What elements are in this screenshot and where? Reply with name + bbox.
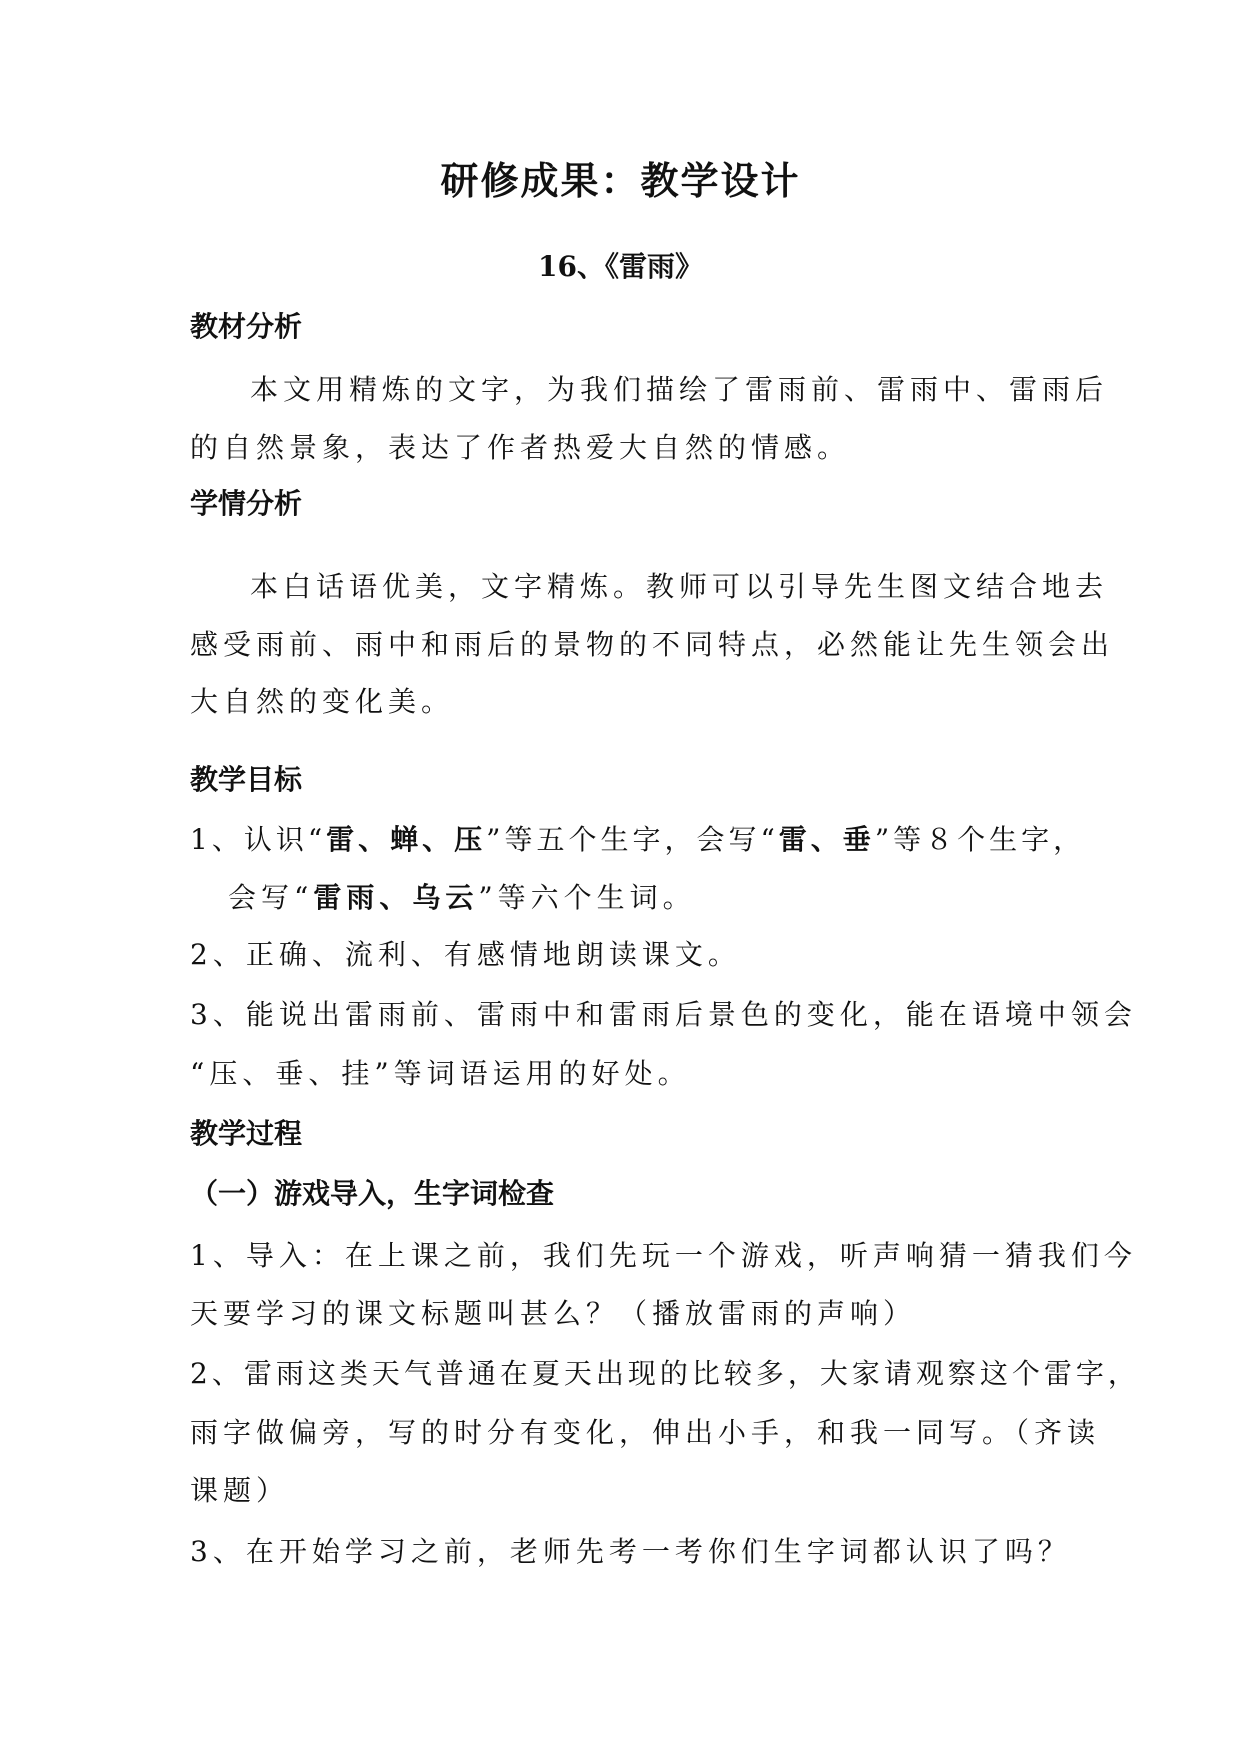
goal-2: 2、正确、流利、有感情地朗读课文。 bbox=[190, 938, 741, 971]
teaching-goals-heading: 教学目标 bbox=[190, 763, 303, 796]
goal-3-line-2: “压、垂、挂”等词语运用的好处。 bbox=[190, 1057, 691, 1090]
goal-1-mid: ”等五个生字，会写“ bbox=[486, 823, 779, 856]
student-line-3: 大自然的变化美。 bbox=[190, 685, 455, 718]
goal-1-bold-chars: 雷、蝉、压 bbox=[326, 823, 487, 856]
goal-3-line-1: 3、能说出雷雨前、雷雨中和雷雨后景色的变化，能在语境中领会 bbox=[190, 998, 1137, 1031]
process-line-1: 1、导入：在上课之前，我们先玩一个游戏，听声响猜一猜我们今 bbox=[190, 1239, 1137, 1272]
material-line-2: 的自然景象，表达了作者热爱大自然的情感。 bbox=[190, 431, 851, 464]
goal-1-line-2-prefix: 会写“ bbox=[228, 881, 314, 914]
student-line-2: 感受雨前、雨中和雨后的景物的不同特点，必然能让先生领会出 bbox=[190, 628, 1115, 661]
process-line-4: 雨字做偏旁，写的时分有变化，伸出小手，和我一同写。（齐读 bbox=[190, 1416, 1101, 1449]
goal-1-bold-words: 雷雨、乌云 bbox=[313, 881, 479, 914]
goal-1-line-2 bbox=[228, 876, 696, 916]
material-analysis-heading: 教材分析 bbox=[190, 310, 303, 343]
document-title: 研修成果：教学设计 bbox=[440, 159, 801, 203]
process-line-3: 2、雷雨这类天气普通在夏天出现的比较多，大家请观察这个雷字， bbox=[190, 1357, 1140, 1390]
lesson-title: 16、《雷雨》 bbox=[538, 250, 703, 283]
goal-1-line-2-suffix: ”等六个生词。 bbox=[478, 881, 696, 914]
part-1-heading: （一）游戏导入，生字词检查 bbox=[190, 1177, 555, 1210]
process-line-5: 课题） bbox=[190, 1474, 290, 1507]
material-line-1: 本文用精炼的文字，为我们描绘了雷雨前、雷雨中、雷雨后 bbox=[250, 373, 1109, 406]
teaching-process-heading: 教学过程 bbox=[190, 1117, 303, 1150]
process-line-6: 3、在开始学习之前，老师先考一考你们生字词都认识了吗？ bbox=[190, 1535, 1071, 1568]
goal-1-bold-write-chars: 雷、垂 bbox=[778, 823, 875, 856]
goal-1-suffix: ”等８个生字， bbox=[874, 823, 1086, 856]
student-analysis-heading: 学情分析 bbox=[190, 487, 303, 520]
goal-1-line-1 bbox=[190, 818, 1085, 858]
student-line-1: 本白话语优美，文字精炼。教师可以引导先生图文结合地去 bbox=[250, 570, 1109, 603]
goal-1-prefix: 1、认识“ bbox=[190, 823, 327, 856]
process-line-2: 天要学习的课文标题叫甚么？（播放雷雨的声响） bbox=[190, 1297, 917, 1330]
